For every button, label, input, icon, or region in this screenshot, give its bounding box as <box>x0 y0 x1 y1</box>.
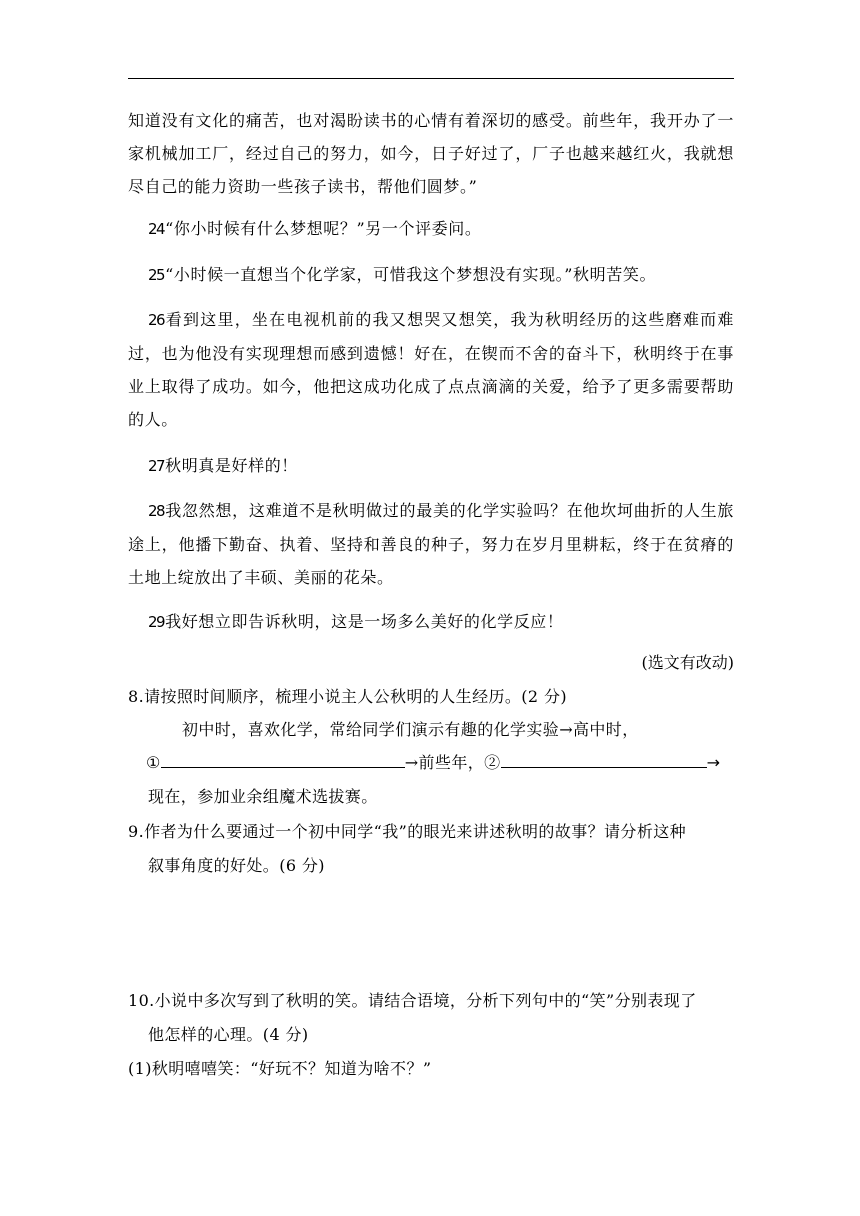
source-note: (选文有改动) <box>641 653 734 672</box>
answer-blank-1[interactable] <box>161 753 405 768</box>
passage-paragraph-24 <box>128 212 734 246</box>
question-10-line-1: 10.小说中多次写到了秋明的笑。请结合语境，分析下列句中的“笑”分别表现了 <box>128 991 697 1010</box>
paragraph-text: “小时候一直想当个化学家，可惜我这个梦想没有实现。”秋明苦笑。 <box>165 265 657 284</box>
paragraph-text: 我忽然想，这难道不是秋明做过的最美的化学实验吗？在他坎坷曲折的人生旅途上，他播下勤奋、执着、坚持和善良的种子，努力在岁月里耕耘，终于在贫瘠的土地上绽放出了丰硕、美丽的花朵。 <box>128 501 734 587</box>
passage-paragraph-continued: 知道没有文化的痛苦，也对渴盼读书的心情有着深切的感受。前些年，我开办了一家机械加工厂，经过自己的努力，如今，日子好过了，厂子也越来越红火，我就想尽自己的能力资助一些孩子读书，帮他们圆梦。” <box>128 111 734 196</box>
passage-paragraph-28 <box>128 494 734 594</box>
question-10-line-2: 他怎样的心理。(4 分) <box>148 1025 309 1044</box>
question-8-line-3: 现在，参加业余组魔术选拔赛。 <box>148 787 378 806</box>
answer-blank-2[interactable] <box>501 753 707 768</box>
paragraph-text: 看到这里，坐在电视机前的我又想哭又想笑，我为秋明经历的这些磨难而难过，也为他没有实现理想而感到遗憾！好在，在锲而不舍的奋斗下，秋明终于在事业上取得了成功。如今，他把这成功化成了点点滴滴的关爱，给予了更多需要帮助的人。 <box>128 310 734 429</box>
header-rule <box>128 78 734 79</box>
question-9-line-2: 叙事角度的好处。(6 分) <box>148 856 325 875</box>
paragraph-number: 24 <box>148 220 165 238</box>
question-8-line-2 <box>128 746 734 779</box>
passage-paragraph-26 <box>128 303 734 436</box>
paragraph-text: 我好想立即告诉秋明，这是一场多么美好的化学反应！ <box>165 612 564 631</box>
question-10-sub-1: (1)秋明嘻嘻笑：“好玩不？知道为啥不？” <box>128 1059 432 1078</box>
paragraph-text: “你小时候有什么梦想呢？”另一个评委问。 <box>165 219 482 238</box>
paragraph-number: 27 <box>148 457 165 475</box>
paragraph-number: 25 <box>148 266 165 284</box>
paragraph-text: 秋明真是好样的！ <box>165 456 298 475</box>
question-8-line-1: 初中时，喜欢化学，常给同学们演示有趣的化学实验→高中时， <box>182 720 639 739</box>
paragraph-number: 26 <box>148 311 165 329</box>
paragraph-number: 28 <box>148 502 165 520</box>
passage-paragraph-25 <box>128 258 734 292</box>
question-8-stem: 8.请按照时间顺序，梳理小说主人公秋明的人生经历。(2 分) <box>128 687 568 706</box>
blank-1-marker: ① <box>146 753 161 772</box>
passage-paragraph-29 <box>128 605 734 639</box>
arrow-icon: → <box>706 753 721 772</box>
paragraph-number: 29 <box>148 613 165 631</box>
question-8-mid-text: →前些年，② <box>404 753 501 772</box>
question-9-line-1: 9.作者为什么要通过一个初中同学“我”的眼光来讲述秋明的故事？请分析这种 <box>128 822 687 841</box>
passage-paragraph-27 <box>128 449 734 483</box>
